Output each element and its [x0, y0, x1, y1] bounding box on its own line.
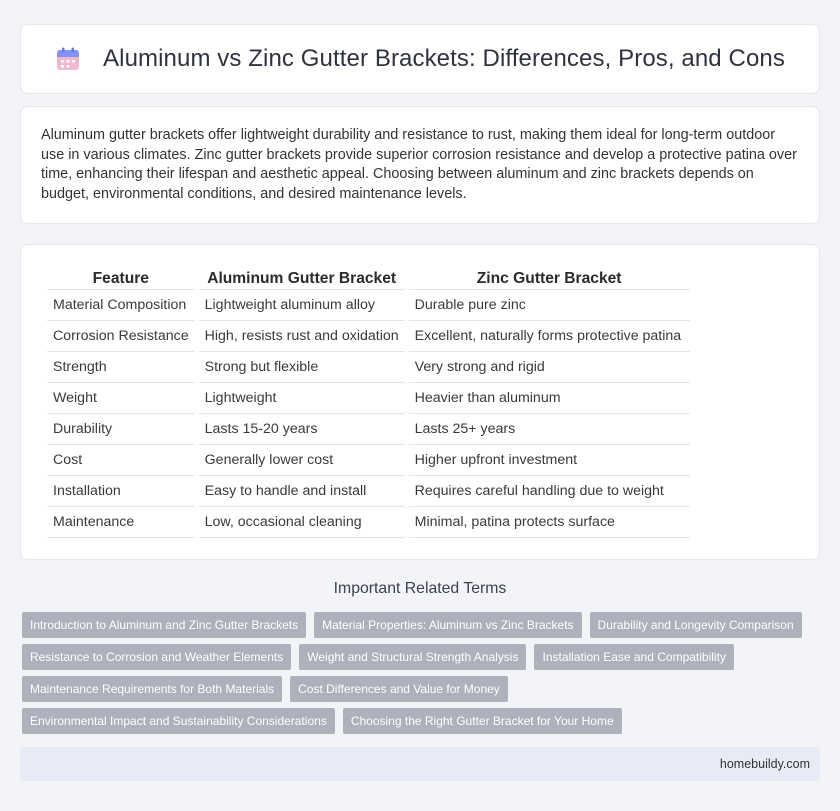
- related-term-tag[interactable]: Installation Ease and Compatibility: [534, 644, 733, 670]
- related-term-tag[interactable]: Choosing the Right Gutter Bracket for Your Home: [343, 708, 622, 734]
- zinc-cell: Higher upfront investment: [409, 445, 690, 476]
- feature-cell: Cost: [47, 445, 195, 476]
- table-header-row: [47, 265, 690, 290]
- related-term-tag[interactable]: Maintenance Requirements for Both Materials: [22, 676, 282, 702]
- intro-section: [20, 106, 820, 224]
- related-term-tag[interactable]: Weight and Structural Strength Analysis: [299, 644, 526, 670]
- feature-cell: Installation: [47, 476, 195, 507]
- comparison-section: [20, 244, 820, 560]
- feature-cell: Strength: [47, 352, 195, 383]
- related-term-tag[interactable]: Introduction to Aluminum and Zinc Gutter Brackets: [22, 612, 306, 638]
- feature-cell: Maintenance: [47, 507, 195, 538]
- zinc-cell: Very strong and rigid: [409, 352, 690, 383]
- table-row: [47, 507, 690, 538]
- calendar-icon: [55, 47, 81, 71]
- related-term-tag[interactable]: Resistance to Corrosion and Weather Elements: [22, 644, 291, 670]
- zinc-cell: Durable pure zinc: [409, 290, 690, 321]
- table-row: [47, 321, 690, 352]
- aluminum-cell: Lasts 15-20 years: [199, 414, 405, 445]
- aluminum-cell: Strong but flexible: [199, 352, 405, 383]
- related-term-tag[interactable]: Environmental Impact and Sustainability Considerations: [22, 708, 335, 734]
- aluminum-cell: Generally lower cost: [199, 445, 405, 476]
- column-header-feature: Feature: [47, 265, 195, 290]
- table-row: [47, 290, 690, 321]
- table-row: [47, 383, 690, 414]
- related-terms-title: Important Related Terms: [333, 580, 507, 597]
- column-header-zinc: Zinc Gutter Bracket: [409, 265, 690, 290]
- column-header-aluminum: Aluminum Gutter Bracket: [199, 265, 405, 290]
- zinc-cell: Lasts 25+ years: [409, 414, 690, 445]
- aluminum-cell: Low, occasional cleaning: [199, 507, 405, 538]
- table-row: [47, 476, 690, 507]
- table-row: [47, 445, 690, 476]
- feature-cell: Material Composition: [47, 290, 195, 321]
- page-header: [20, 24, 820, 94]
- page-title: Aluminum vs Zinc Gutter Brackets: Differences, Pros, and Cons: [103, 45, 785, 72]
- related-term-tag[interactable]: Cost Differences and Value for Money: [290, 676, 508, 702]
- related-terms-list: [22, 612, 822, 734]
- aluminum-cell: Lightweight aluminum alloy: [199, 290, 405, 321]
- zinc-cell: Requires careful handling due to weight: [409, 476, 690, 507]
- zinc-cell: Excellent, naturally forms protective patina: [409, 321, 690, 352]
- zinc-cell: Minimal, patina protects surface: [409, 507, 690, 538]
- aluminum-cell: Easy to handle and install: [199, 476, 405, 507]
- feature-cell: Weight: [47, 383, 195, 414]
- zinc-cell: Heavier than aluminum: [409, 383, 690, 414]
- feature-cell: Corrosion Resistance: [47, 321, 195, 352]
- table-row: [47, 414, 690, 445]
- related-term-tag[interactable]: Material Properties: Aluminum vs Zinc Brackets: [314, 612, 581, 638]
- related-term-tag[interactable]: Durability and Longevity Comparison: [590, 612, 802, 638]
- intro-text: Aluminum gutter brackets offer lightweight durability and resistance to rust, making them ideal for long-term outdoor use in various climates. Zinc gutter brackets provide superior corrosion resistance and develop a protective patina over time, enhancing their lifespan and aesthetic appeal. Choosing between aluminum and zinc brackets depends on budget, environmental conditions, and desired maintenance levels.: [41, 127, 797, 202]
- comparison-table: [43, 265, 694, 538]
- table-row: [47, 352, 690, 383]
- footer: [20, 747, 820, 781]
- feature-cell: Durability: [47, 414, 195, 445]
- footer-site: homebuildy.com: [719, 757, 810, 771]
- aluminum-cell: High, resists rust and oxidation: [199, 321, 405, 352]
- aluminum-cell: Lightweight: [199, 383, 405, 414]
